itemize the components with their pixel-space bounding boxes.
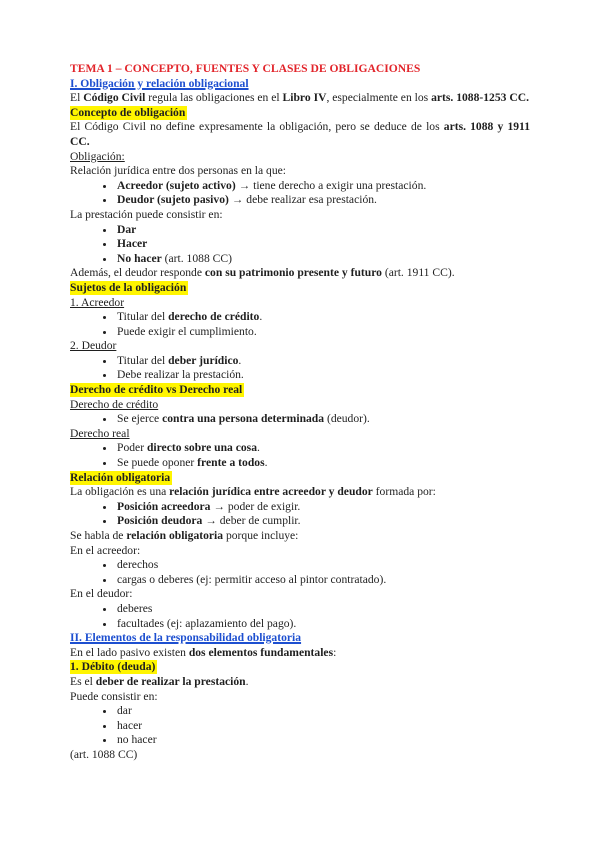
text-run: La obligación es una (70, 485, 170, 499)
bold-text-run: No hacer (117, 251, 162, 265)
text-run: dar (117, 704, 132, 718)
bullet-list (70, 602, 530, 631)
text-run: (deudor). (324, 412, 370, 426)
bold-text-run: Relación obligatoria (70, 470, 171, 484)
bold-text-run: Acreedor (sujeto activo) (117, 178, 236, 192)
yellow-highlight (70, 660, 157, 674)
text-run: Se habla de (70, 529, 127, 542)
text-run: 2. Deudor (70, 339, 117, 353)
bold-text-run: I. Obligación y relación obligacional (70, 76, 249, 90)
text-run: . (245, 674, 249, 688)
paragraph (70, 529, 530, 544)
bullet-item (116, 412, 530, 427)
paragraph (70, 208, 530, 223)
paragraph (70, 485, 530, 500)
text-run: Derecho real (70, 426, 130, 440)
text-run: En el deudor: (70, 587, 133, 601)
text-run: Titular del (117, 310, 169, 324)
text-run: La prestación puede consistir en: (70, 207, 223, 221)
text-run: (art. 1911 CC). (381, 266, 455, 280)
bullet-list (70, 179, 530, 208)
bullet-item (116, 514, 530, 529)
text-run: Además, el deudor responde (70, 266, 205, 280)
text-run: facultades (ej: aplazamiento del pago). (117, 616, 297, 630)
heading-yellow (70, 281, 530, 296)
bullet-list (70, 412, 530, 427)
text-run: (art. 1088 CC) (70, 747, 138, 761)
heading-yellow (70, 106, 530, 121)
text-run: porque incluye: (223, 529, 299, 542)
underline-heading (70, 296, 530, 311)
text-run: → debe realizar esa prestación. (228, 193, 377, 207)
heading-blue (70, 631, 530, 646)
bullet-item (116, 617, 530, 632)
text-run: . (259, 310, 263, 324)
bullet-item (116, 733, 530, 748)
text-run: hacer (117, 718, 143, 732)
title-red (70, 62, 530, 77)
paragraph (70, 675, 530, 690)
bullet-item (116, 368, 530, 383)
bold-text-run: relación obligatoria (126, 529, 224, 542)
bullet-item (116, 193, 530, 208)
text-run: → deber de cumplir. (202, 514, 301, 528)
heading-yellow (70, 471, 530, 486)
text-run: Relación jurídica entre dos personas en la que: (70, 164, 287, 178)
underline-heading (70, 398, 530, 413)
bold-text-run: relación jurídica entre acreedor y deudor (169, 485, 373, 499)
bullet-list (70, 500, 530, 529)
text-run: Puede consistir en: (70, 689, 158, 703)
text-run: El Código Civil no define expresamente la obligación, pero se deduce de los (70, 120, 444, 134)
bullet-list (70, 704, 530, 748)
text-run: : (333, 645, 337, 659)
bold-text-run: dos elementos fundamentales (188, 645, 334, 659)
text-run: Debe realizar la prestación. (117, 368, 244, 382)
heading-blue (70, 77, 530, 92)
text-run: no hacer (117, 733, 157, 747)
text-run: Derecho de crédito (70, 397, 159, 411)
bold-text-run: Dar (117, 222, 137, 236)
paragraph (70, 120, 530, 149)
paragraph (70, 544, 530, 559)
paragraph (70, 91, 530, 106)
bold-text-run: arts. 1088 y 1911 CC. (70, 120, 530, 148)
bullet-item (116, 237, 530, 252)
bold-text-run: frente a todos (197, 456, 265, 470)
yellow-highlight (70, 106, 187, 120)
bullet-item (116, 310, 530, 325)
bold-text-run: deber jurídico (168, 353, 239, 367)
bold-text-run: deber de realizar la prestación (95, 674, 246, 688)
bullet-list (70, 223, 530, 267)
text-run: → tiene derecho a exigir una prestación. (235, 178, 427, 192)
bullet-item (116, 441, 530, 456)
text-run: Titular del (117, 353, 169, 367)
text-run: El (70, 91, 84, 105)
text-run: . (238, 353, 242, 367)
bullet-item (116, 500, 530, 515)
bullet-item (116, 325, 530, 340)
bold-text-run: directo sobre una cosa (146, 441, 257, 455)
text-run: Puede exigir el cumplimiento. (117, 324, 257, 338)
underline-heading (70, 150, 530, 165)
paragraph (70, 646, 530, 661)
bold-text-run: Derecho de crédito vs Derecho real (70, 383, 243, 397)
heading-yellow (70, 383, 530, 398)
text-run: formada por: (372, 485, 436, 499)
text-run: Poder (117, 441, 147, 455)
bullet-list (70, 354, 530, 383)
bullet-item (116, 719, 530, 734)
bold-text-run: Hacer (117, 237, 148, 251)
paragraph (70, 748, 530, 763)
yellow-highlight (70, 471, 172, 485)
bullet-item (116, 252, 530, 267)
bullet-item (116, 558, 530, 573)
bold-text-run: Posición acreedora (117, 499, 211, 513)
bold-text-run: II. Elementos de la responsabilidad obligatoria (70, 631, 302, 645)
paragraph (70, 164, 530, 179)
bold-text-run: arts. 1088-1253 CC. (431, 91, 529, 105)
bold-text-run: Concepto de obligación (70, 105, 186, 119)
text-run: En el acreedor: (70, 543, 141, 557)
heading-yellow (70, 660, 530, 675)
bullet-item (116, 573, 530, 588)
bold-text-run: Posición deudora (117, 514, 203, 528)
bold-text-run: Libro IV (282, 91, 327, 105)
text-run: Se puede oponer (117, 456, 198, 470)
bold-text-run: TEMA 1 – CONCEPTO, FUENTES Y CLASES DE OBLIGACIONES (70, 62, 421, 75)
paragraph (70, 266, 530, 281)
bold-text-run: Sujetos de la obligación (70, 280, 187, 294)
text-run: . (264, 456, 268, 470)
bullet-item (116, 179, 530, 194)
paragraph (70, 587, 530, 602)
bullet-item (116, 223, 530, 238)
text-run: En el lado pasivo existen (70, 645, 189, 659)
text-run: Es el (70, 674, 96, 688)
text-run: regula las obligaciones en el (145, 91, 283, 105)
text-run: (art. 1088 CC) (161, 251, 232, 265)
text-run: deberes (117, 601, 153, 615)
text-run: derechos (117, 558, 159, 572)
text-run: Se ejerce (117, 412, 163, 426)
text-run: , especialmente en los (326, 91, 432, 105)
text-run: cargas o deberes (ej: permitir acceso al pintor contratado). (117, 572, 387, 586)
yellow-highlight (70, 383, 244, 397)
bold-text-run: 1. Débito (deuda) (70, 660, 156, 674)
bullet-list (70, 441, 530, 470)
bold-text-run: contra una persona determinada (162, 412, 325, 426)
text-run: 1. Acreedor (70, 295, 125, 309)
text-run: → poder de exigir. (210, 499, 301, 513)
text-run: Obligación: (70, 149, 125, 163)
bullet-list (70, 558, 530, 587)
underline-heading (70, 427, 530, 442)
bullet-list (70, 310, 530, 339)
bullet-item (116, 704, 530, 719)
bold-text-run: Deudor (sujeto pasivo) (117, 193, 229, 207)
bullet-item (116, 602, 530, 617)
underline-heading (70, 339, 530, 354)
bullet-item (116, 456, 530, 471)
text-run: . (257, 441, 260, 455)
bold-text-run: con su patrimonio presente y futuro (204, 266, 382, 280)
yellow-highlight (70, 281, 188, 295)
bold-text-run: Código Civil (83, 91, 146, 105)
paragraph (70, 690, 530, 705)
document-body (70, 62, 530, 763)
bold-text-run: derecho de crédito (168, 310, 260, 324)
bullet-item (116, 354, 530, 369)
